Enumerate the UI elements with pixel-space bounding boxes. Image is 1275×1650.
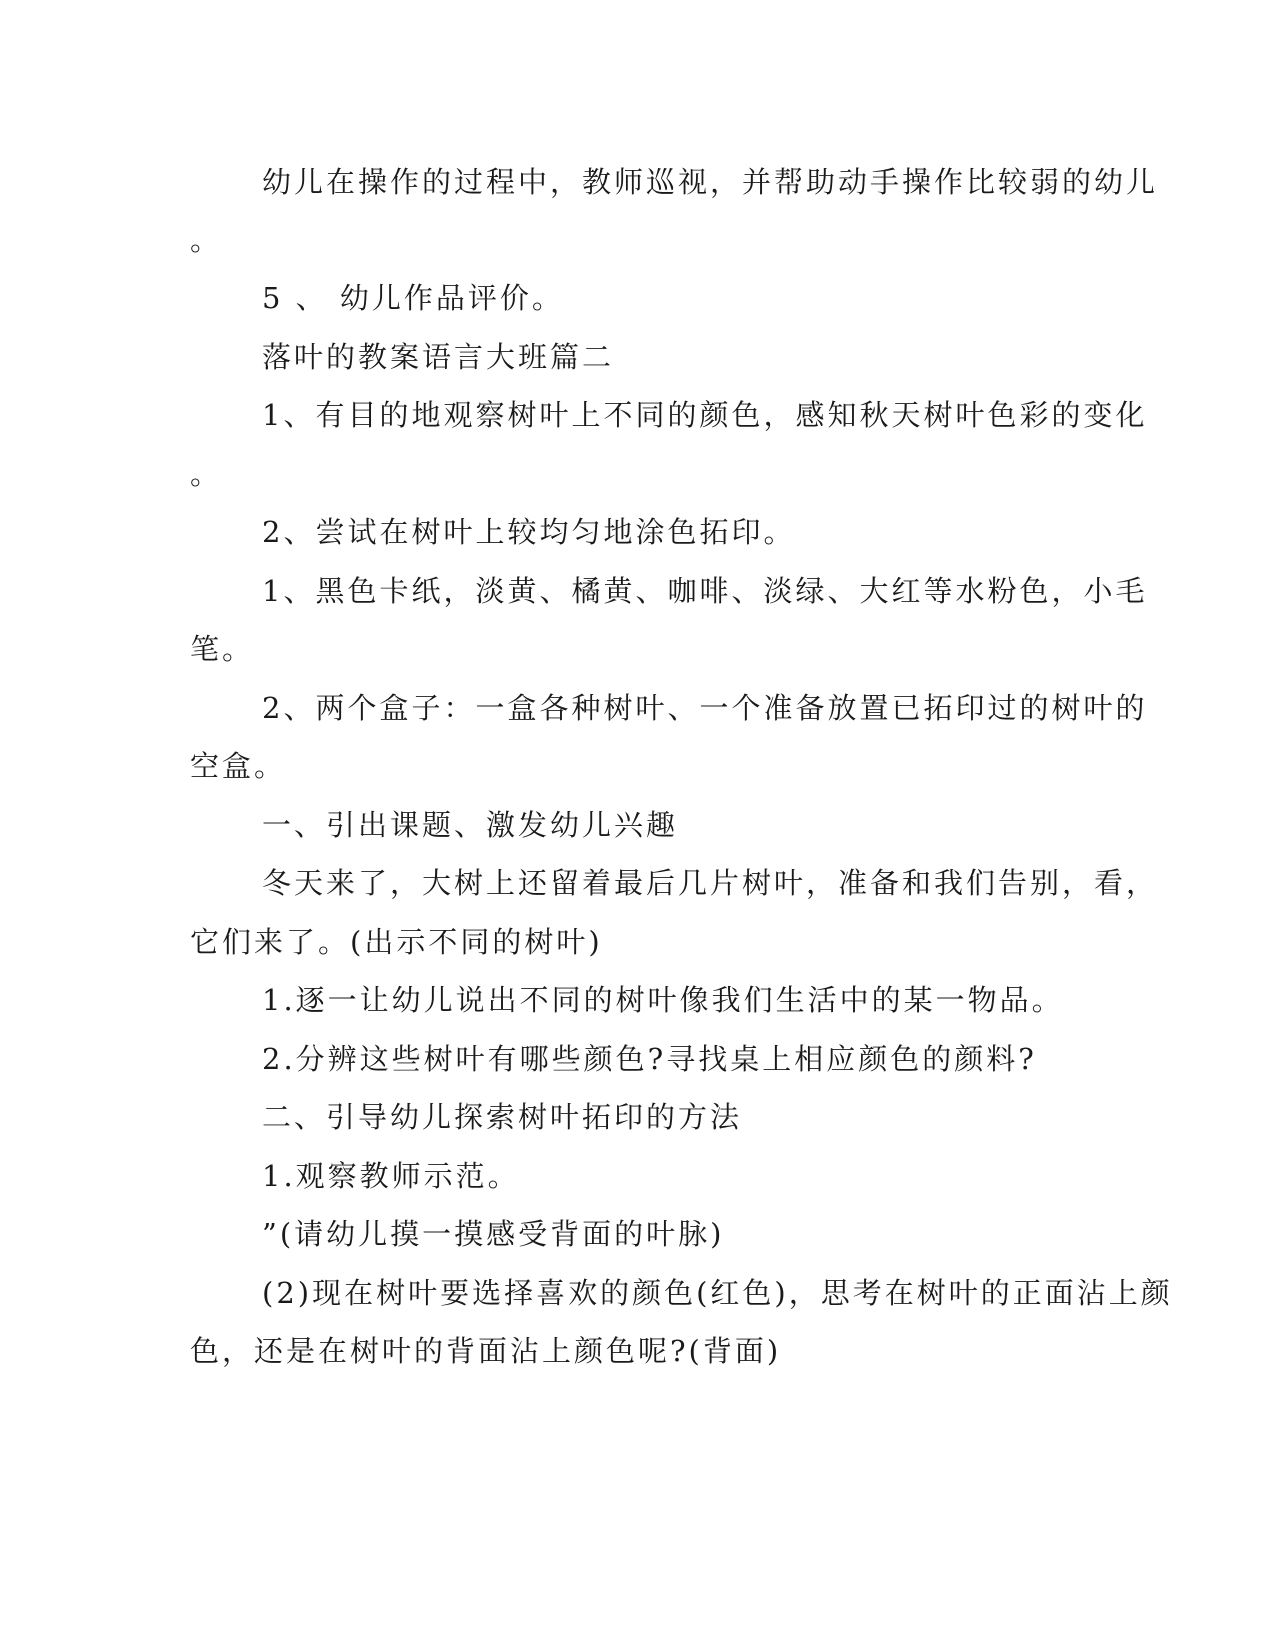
paragraph-line: 1、黑色卡纸，淡黄、橘黄、咖啡、淡绿、大红等水粉色，小毛 [262, 574, 1148, 608]
section-heading: 二、引导幼儿探索树叶拓印的方法 [262, 1100, 743, 1134]
paragraph-line: 5 、 幼儿作品评价。 [262, 281, 564, 315]
paragraph-line: 2、尝试在树叶上较均匀地涂色拓印。 [262, 515, 796, 549]
section-heading: 落叶的教案语言大班篇二 [262, 340, 615, 374]
paragraph-line: 。 [190, 457, 223, 491]
paragraph-line: 幼儿在操作的过程中，教师巡视，并帮助动手操作比较弱的幼儿 [262, 165, 1159, 199]
paragraph-line: 冬天来了，大树上还留着最后几片树叶，准备和我们告别，看， [262, 866, 1159, 900]
paragraph-line: 笔。 [190, 632, 255, 666]
paragraph-line: 它们来了。(出示不同的树叶) [190, 925, 603, 959]
paragraph-line: 2、两个盒子：一盒各种树叶、一个准备放置已拓印过的树叶的 [262, 691, 1148, 725]
paragraph-line: 。 [190, 223, 223, 257]
paragraph-line: (2)现在树叶要选择喜欢的颜色(红色)，思考在树叶的正面沾上颜 [262, 1276, 1173, 1310]
paragraph-line: 色，还是在树叶的背面沾上颜色呢?(背面) [190, 1334, 782, 1368]
paragraph-line: 1、有目的地观察树叶上不同的颜色，感知秋天树叶色彩的变化 [262, 398, 1148, 432]
paragraph-line: 空盒。 [190, 749, 287, 783]
paragraph-line: 1.逐一让幼儿说出不同的树叶像我们生活中的某一物品。 [262, 983, 1064, 1017]
paragraph-line: ”(请幼儿摸一摸感受背面的叶脉) [262, 1217, 725, 1251]
section-heading: 一、引出课题、激发幼儿兴趣 [262, 808, 679, 842]
paragraph-line: 1.观察教师示范。 [262, 1159, 520, 1193]
paragraph-line: 2.分辨这些树叶有哪些颜色?寻找桌上相应颜色的颜料? [262, 1042, 1037, 1076]
